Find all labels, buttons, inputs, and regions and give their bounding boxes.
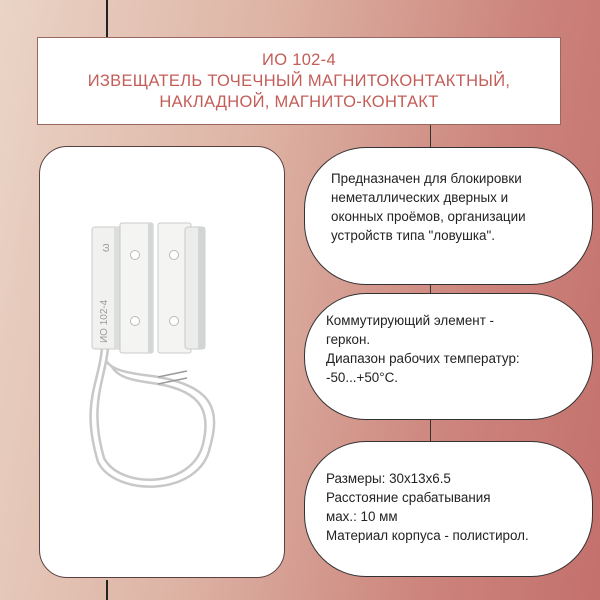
connector-line xyxy=(430,285,431,293)
info-text-line: Материал корпуса - полистирол. xyxy=(326,528,529,543)
info-text-line: -50...+50°С. xyxy=(326,370,398,385)
product-image-card xyxy=(39,146,285,578)
bottom-connector-line xyxy=(106,580,108,600)
info-text-line: геркон. xyxy=(326,332,371,347)
product-name-line2: НАКЛАДНОЙ, МАГНИТО-КОНТАКТ xyxy=(159,92,439,111)
model-title: ИО 102-4 xyxy=(262,50,336,69)
product-name-line1: ИЗВЕЩАТЕЛЬ ТОЧЕЧНЫЙ МАГНИТОКОНТАКТНЫЙ, xyxy=(87,71,511,90)
magnetic-contact-sensor-image xyxy=(40,147,286,579)
connector-line xyxy=(430,125,431,147)
info-text-line: Диапазон рабочих температур: xyxy=(326,351,520,366)
magnet-housing xyxy=(158,223,205,353)
info-text-line: устройств типа "ловушка". xyxy=(331,228,495,243)
info-text-line: мах.: 10 мм xyxy=(326,509,398,524)
info-text-line: Расстояние срабатывания xyxy=(326,490,491,505)
sensor-logo-mark: ω xyxy=(100,243,112,252)
info-bubble-dimensions xyxy=(304,441,593,577)
reed-switch-housing xyxy=(92,223,153,353)
top-connector-line xyxy=(106,0,108,37)
sensor-wire-loop xyxy=(91,347,215,487)
connector-line xyxy=(430,420,431,441)
info-bubble-purpose xyxy=(304,147,593,285)
info-text-line: Коммутирующий элемент - xyxy=(326,313,495,328)
sensor-body-marking: ИО 102-4 xyxy=(99,299,110,343)
info-text-line: Размеры: 30х13х6.5 xyxy=(326,471,451,486)
info-text-line: Предназначен для блокировки xyxy=(331,171,522,186)
info-text-line: неметаллических дверных и xyxy=(331,190,509,205)
title-box xyxy=(37,37,561,125)
info-bubble-specs xyxy=(304,293,593,420)
info-text-line: оконных проёмов, организации xyxy=(331,209,526,224)
